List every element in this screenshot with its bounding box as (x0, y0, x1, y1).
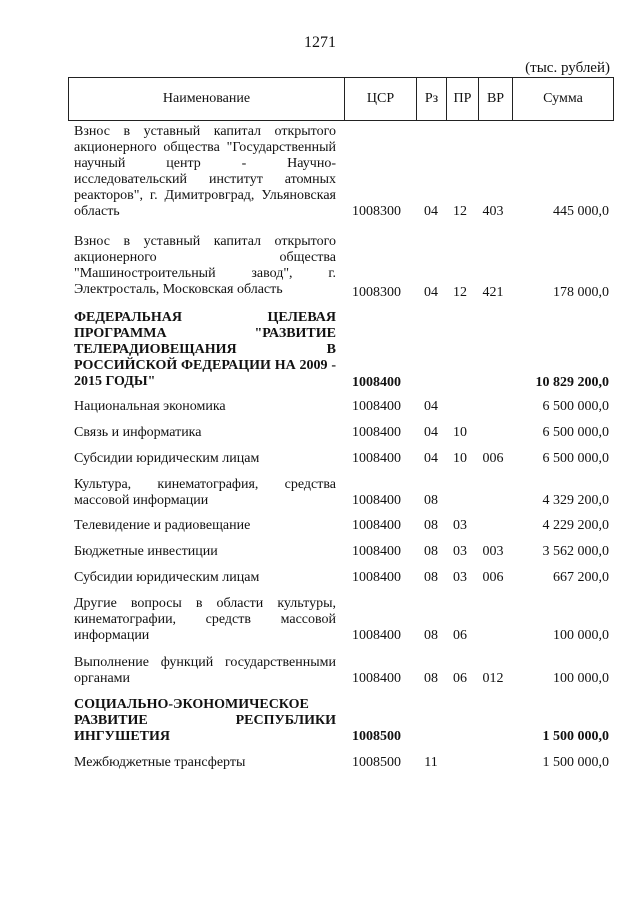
row-csr: 1008500 (352, 755, 401, 770)
row-sum: 1 500 000,0 (542, 729, 609, 744)
row-csr: 1008400 (352, 451, 401, 466)
row-rz: 08 (424, 518, 438, 533)
row-csr: 1008400 (352, 570, 401, 585)
row-csr: 1008400 (352, 544, 401, 559)
row-name: Связь и информатика (74, 425, 202, 440)
row-name: Другие вопросы в области культуры, кинематографии, средств массовой информации (74, 596, 336, 643)
row-sum: 6 500 000,0 (542, 399, 609, 414)
row-sum: 6 500 000,0 (542, 425, 609, 440)
row-csr: 1008300 (352, 204, 401, 219)
row-name: Субсидии юридическим лицам (74, 451, 260, 466)
row-pr: 03 (453, 544, 467, 559)
row-name: Субсидии юридическим лицам (74, 570, 260, 585)
row-rz: 08 (424, 493, 438, 508)
row-pr: 06 (453, 671, 467, 686)
row-name: Выполнение функций государственными органами (74, 655, 336, 686)
row-rz: 04 (424, 399, 438, 414)
row-rz: 04 (424, 204, 438, 219)
header-vr: ВР (478, 78, 512, 120)
table-row (74, 755, 609, 771)
row-csr: 1008400 (352, 518, 401, 533)
row-pr: 10 (453, 451, 467, 466)
row-sum: 100 000,0 (553, 671, 609, 686)
row-pr: 12 (453, 204, 467, 219)
row-vr: 421 (482, 285, 504, 300)
table-row (74, 234, 609, 298)
row-csr: 1008400 (352, 628, 401, 643)
row-csr: 1008400 (352, 425, 401, 440)
table-row (74, 655, 609, 687)
row-sum: 1 500 000,0 (542, 755, 609, 770)
row-pr: 03 (453, 518, 467, 533)
row-vr: 006 (482, 451, 504, 466)
table-row (74, 544, 609, 560)
row-name: Межбюджетные трансферты (74, 755, 246, 770)
row-name: ФЕДЕРАЛЬНАЯ ЦЕЛЕВАЯ ПРОГРАММА "РАЗВИТИЕ ТЕЛЕРАДИОВЕЩАНИЯ В РОССИЙСКОЙ ФЕДЕРАЦИИ НА 2009 - 2015 ГОДЫ" (74, 310, 336, 389)
row-vr: 003 (482, 544, 504, 559)
row-rz: 04 (424, 425, 438, 440)
row-csr: 1008400 (352, 671, 401, 686)
table-row (74, 596, 609, 644)
header-csr: ЦСР (344, 78, 416, 120)
row-name: Национальная экономика (74, 399, 226, 414)
header-pr: ПР (446, 78, 478, 120)
table-header (68, 77, 614, 121)
row-rz: 04 (424, 451, 438, 466)
row-csr: 1008300 (352, 285, 401, 300)
row-rz: 08 (424, 671, 438, 686)
table-row (74, 399, 609, 415)
row-sum: 10 829 200,0 (535, 375, 609, 390)
row-pr: 06 (453, 628, 467, 643)
row-sum: 3 562 000,0 (542, 544, 609, 559)
row-name: Культура, кинематография, средства массовой информации (74, 477, 336, 508)
row-sum: 6 500 000,0 (542, 451, 609, 466)
row-rz: 11 (424, 755, 438, 770)
units-label: (тыс. рублей) (525, 60, 610, 76)
table-row (74, 425, 609, 441)
row-sum: 178 000,0 (553, 285, 609, 300)
row-pr: 12 (453, 285, 467, 300)
row-csr: 1008400 (352, 493, 401, 508)
row-rz: 08 (424, 628, 438, 643)
row-rz: 04 (424, 285, 438, 300)
row-pr: 10 (453, 425, 467, 440)
row-pr: 03 (453, 570, 467, 585)
row-name: Взнос в уставный капитал открытого акционерного общества "Машиностроительный завод", г. Электросталь, Московская область (74, 234, 336, 297)
table-row (74, 310, 609, 390)
row-rz: 08 (424, 544, 438, 559)
row-sum: 4 229 200,0 (542, 518, 609, 533)
row-rz: 08 (424, 570, 438, 585)
page-number: 1271 (304, 34, 336, 51)
row-vr: 012 (482, 671, 504, 686)
row-sum: 100 000,0 (553, 628, 609, 643)
table-row (74, 518, 609, 534)
table-row (74, 697, 609, 745)
table-row (74, 477, 609, 509)
row-vr: 403 (482, 204, 504, 219)
row-sum: 667 200,0 (553, 570, 609, 585)
header-name: Наименование (68, 78, 344, 120)
row-vr: 006 (482, 570, 504, 585)
row-name: Взнос в уставный капитал открытого акционерного общества "Государственный научный центр - Научно-исследовательский институт атомных реакторов", г. Димитровград, Ульяновская область (74, 124, 336, 219)
header-rz: Рз (416, 78, 446, 120)
row-sum: 445 000,0 (553, 204, 609, 219)
table-row (74, 570, 609, 586)
row-name: Бюджетные инвестиции (74, 544, 218, 559)
row-name: Телевидение и радиовещание (74, 518, 251, 533)
table-row (74, 124, 609, 220)
row-name: СОЦИАЛЬНО-ЭКОНОМИЧЕСКОЕ РАЗВИТИЕ РЕСПУБЛИКИ ИНГУШЕТИЯ (74, 697, 336, 744)
row-csr: 1008400 (352, 399, 401, 414)
header-sum: Сумма (512, 78, 614, 120)
row-csr: 1008500 (352, 729, 401, 744)
row-csr: 1008400 (352, 375, 401, 390)
row-sum: 4 329 200,0 (542, 493, 609, 508)
table-row (74, 451, 609, 467)
